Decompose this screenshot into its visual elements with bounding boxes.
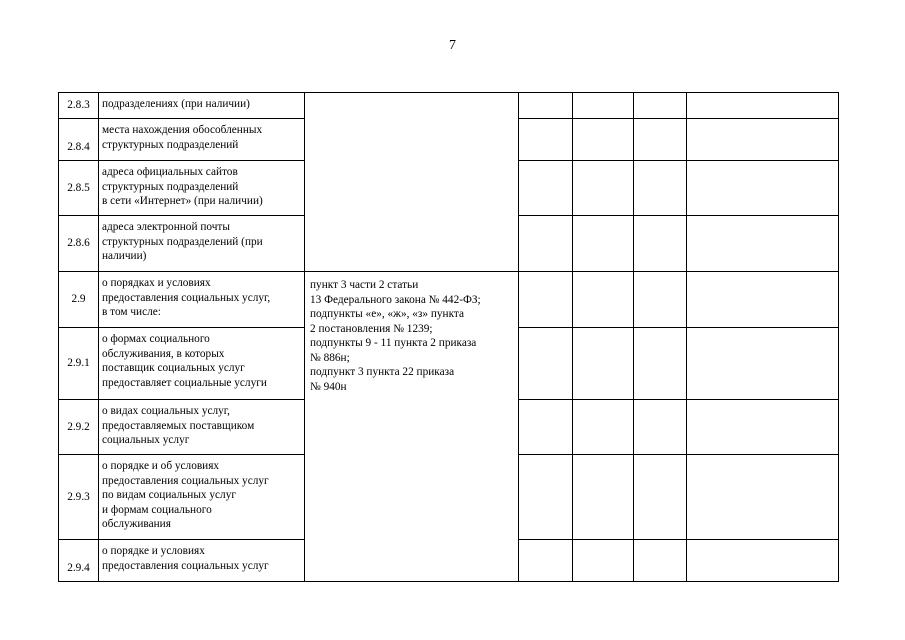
row-number: 2.8.5 (59, 161, 99, 216)
legal-basis-line: 13 Федерального закона № 442-ФЗ; (310, 293, 481, 306)
row-description: подразделениях (при наличии) (99, 93, 305, 119)
legal-basis-line: № 940н (310, 380, 347, 393)
empty-cell (687, 119, 839, 161)
empty-cell (519, 93, 573, 119)
empty-cell (687, 540, 839, 582)
empty-cell (573, 272, 634, 328)
empty-cell (687, 272, 839, 328)
empty-cell (519, 161, 573, 216)
empty-cell (573, 455, 634, 540)
row-description: адреса официальных сайтов структурных подразделений в сети «Интернет» (при наличии) (99, 161, 305, 216)
empty-cell (687, 400, 839, 455)
empty-cell (573, 328, 634, 400)
empty-cell (634, 540, 687, 582)
row-number: 2.9.3 (59, 455, 99, 540)
empty-cell (634, 400, 687, 455)
row-number: 2.9.1 (59, 328, 99, 400)
row-number: 2.8.6 (59, 216, 99, 272)
row-number: 2.9 (59, 272, 99, 328)
legal-basis-line: подпункты «е», «ж», «з» пункта (310, 308, 465, 320)
legal-basis-line: 2 постановления № 1239; (310, 322, 433, 335)
empty-cell (573, 119, 634, 161)
row-number: 2.9.2 (59, 400, 99, 455)
row-description: адреса электронной почты структурных подразделений (при наличии) (99, 216, 305, 272)
empty-cell (519, 455, 573, 540)
legal-basis-line: подпункты 9 - 11 пункта 2 приказа (310, 337, 477, 349)
empty-cell (573, 540, 634, 582)
empty-cell (573, 161, 634, 216)
row-description: о порядке и об условиях предоставления социальных услуг по видам социальных услуг и формам социального обслуживания (99, 455, 305, 540)
row-description: о порядке и условиях предоставления социальных услуг (99, 540, 305, 582)
empty-cell (519, 119, 573, 161)
empty-cell (634, 119, 687, 161)
row-number: 2.8.3 (59, 93, 99, 119)
empty-cell (519, 272, 573, 328)
empty-cell (634, 455, 687, 540)
empty-cell (519, 400, 573, 455)
empty-cell (687, 328, 839, 400)
page-number: 7 (449, 38, 456, 53)
table-row (59, 272, 839, 328)
empty-cell (519, 216, 573, 272)
table-row (59, 93, 839, 119)
empty-cell (634, 93, 687, 119)
row-number: 2.8.4 (59, 119, 99, 161)
legal-basis-cell (305, 272, 519, 582)
empty-cell (573, 93, 634, 119)
empty-cell (687, 161, 839, 216)
row-description: места нахождения обособленных структурных подразделений (99, 119, 305, 161)
empty-cell (687, 455, 839, 540)
empty-cell (519, 540, 573, 582)
empty-cell (687, 216, 839, 272)
legal-basis-line: пункт 3 части 2 статьи (310, 279, 419, 291)
row-description: о видах социальных услуг, предоставляемых поставщиком социальных услуг (99, 400, 305, 455)
empty-cell (519, 328, 573, 400)
row-description: о формах социального обслуживания, в которых поставщик социальных услуг предоставляет социальные услуги (99, 328, 305, 400)
empty-cell (687, 93, 839, 119)
legal-basis-line: подпункт 3 пункта 22 приказа (310, 366, 455, 378)
legal-basis-cell (305, 93, 519, 272)
empty-cell (634, 161, 687, 216)
row-number: 2.9.4 (59, 540, 99, 582)
legal-basis-line: № 886н; (310, 351, 350, 364)
empty-cell (573, 216, 634, 272)
empty-cell (634, 328, 687, 400)
empty-cell (634, 272, 687, 328)
row-description: о порядках и условиях предоставления социальных услуг, в том числе: (99, 272, 305, 328)
requirements-table (58, 92, 839, 582)
empty-cell (573, 400, 634, 455)
empty-cell (634, 216, 687, 272)
